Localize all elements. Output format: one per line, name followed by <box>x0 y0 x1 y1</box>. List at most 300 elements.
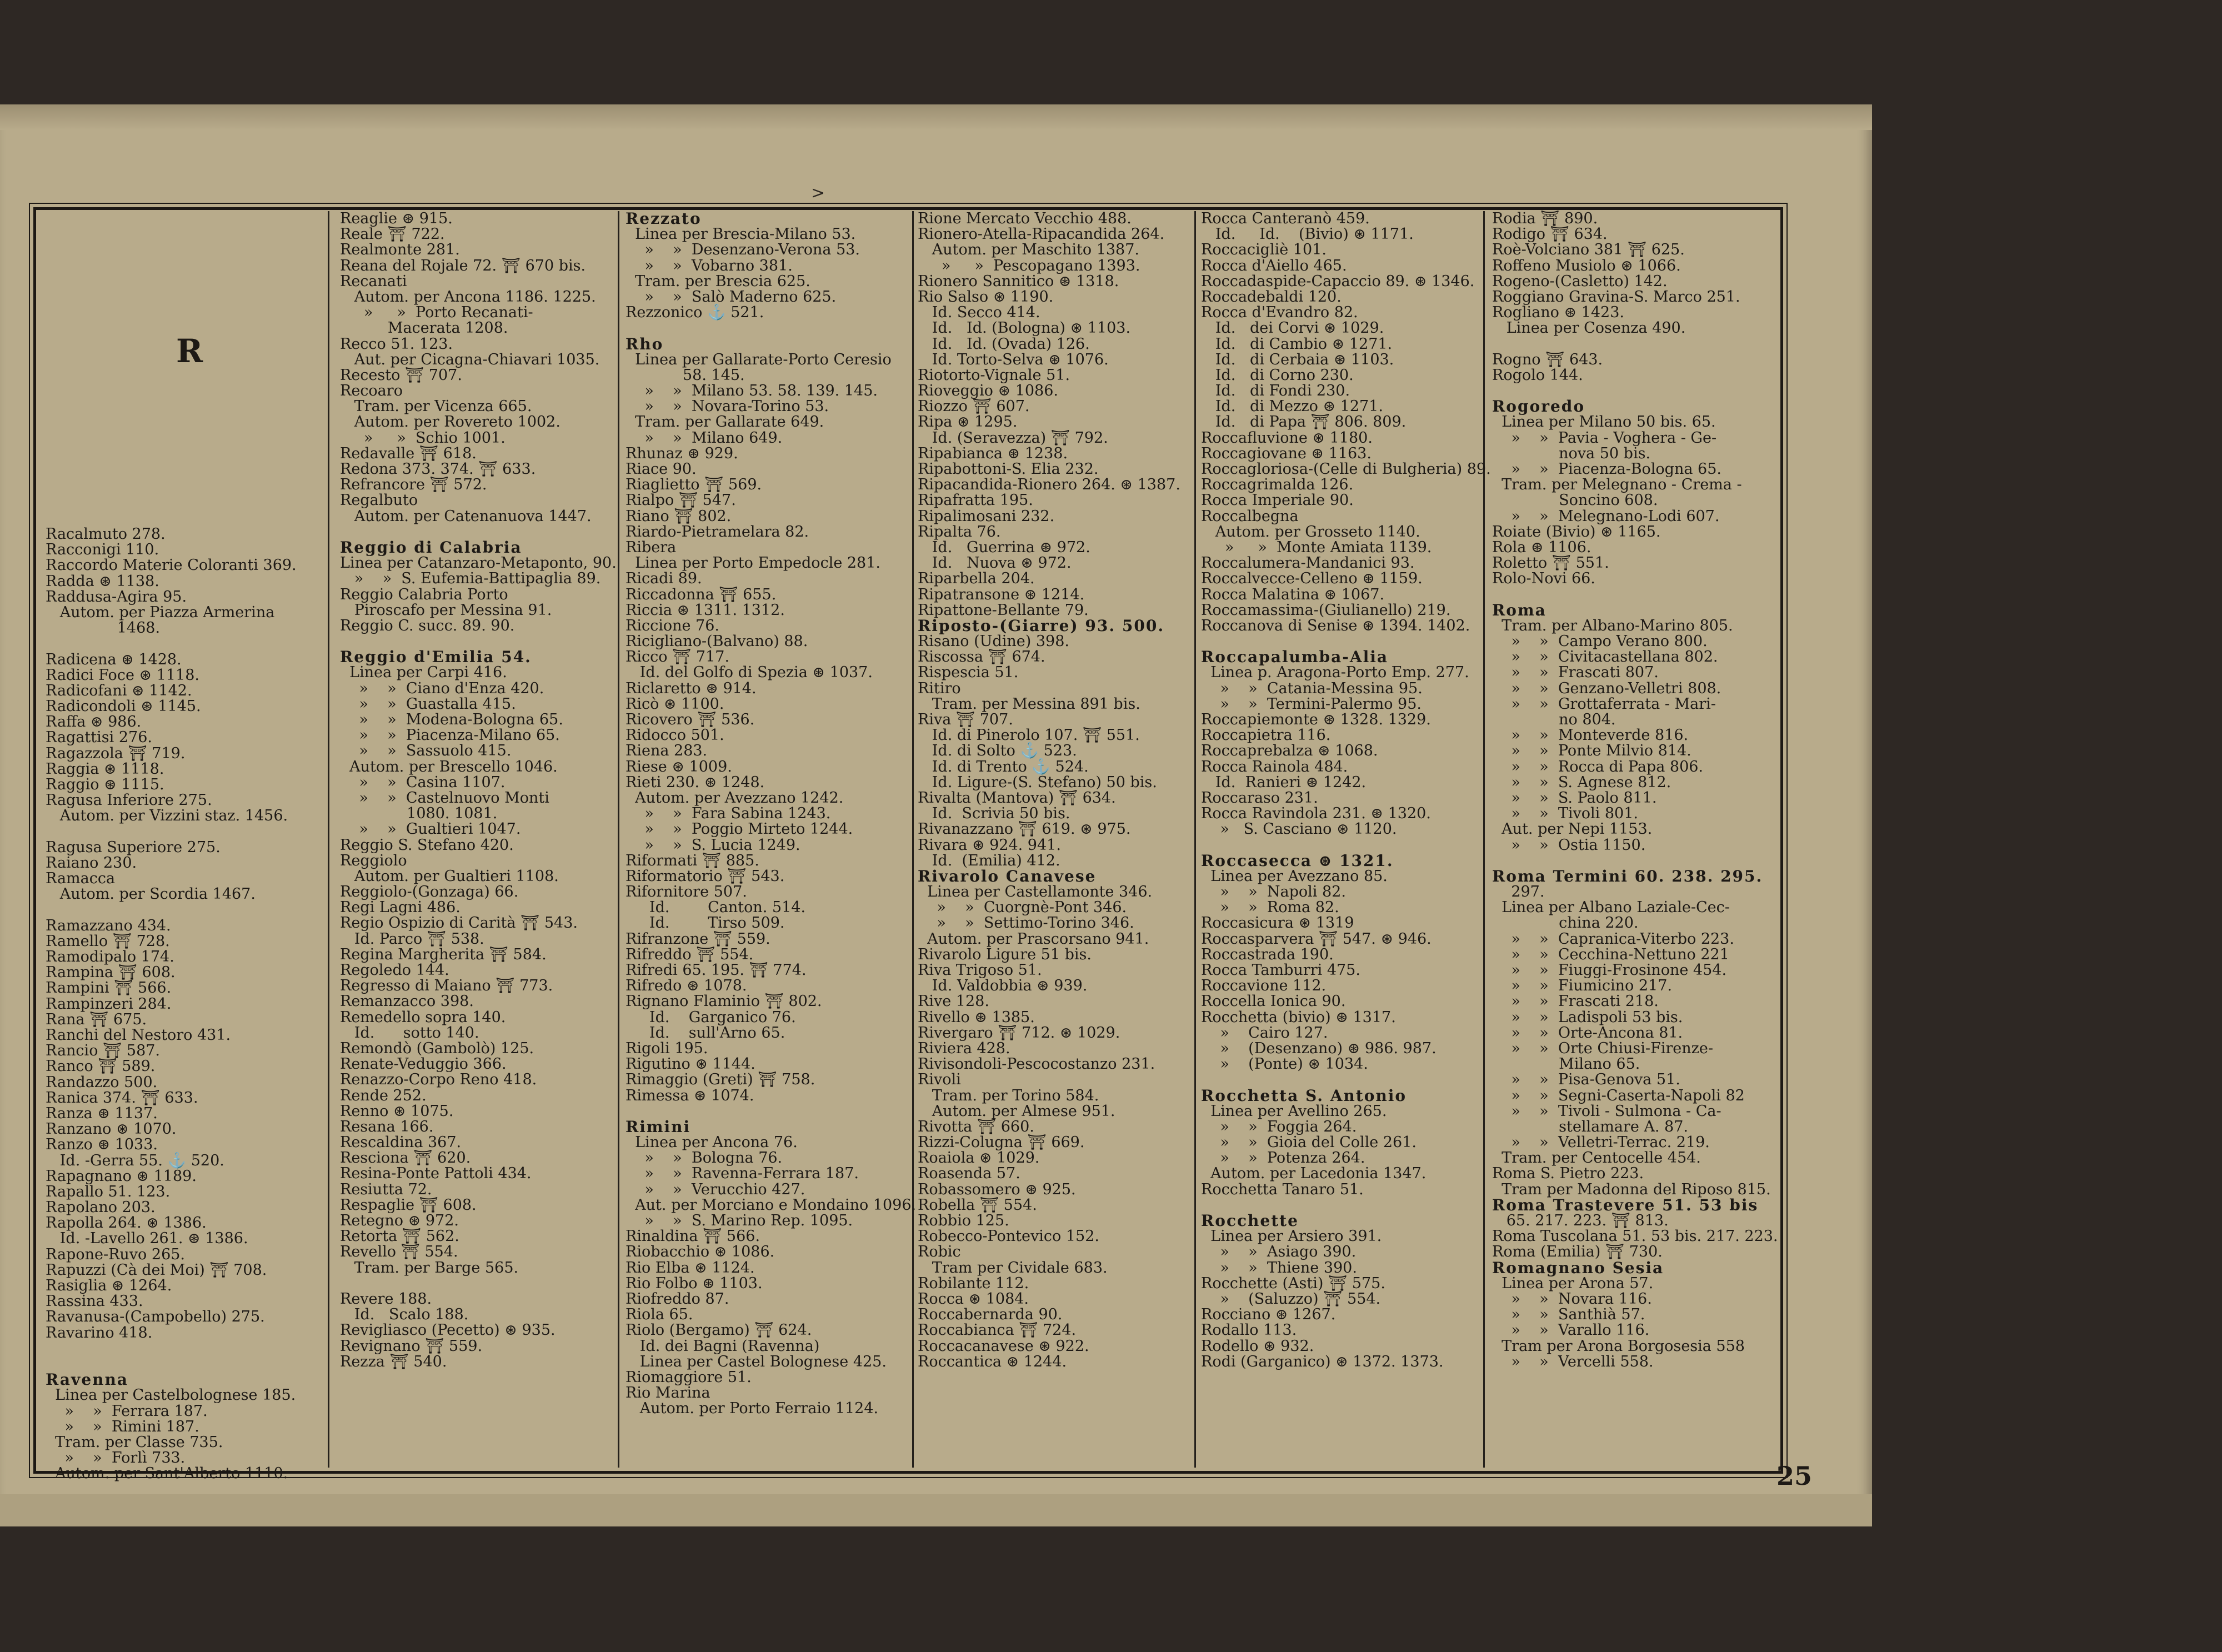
index-entry: 297. <box>1492 883 1545 901</box>
index-entry: » » Fiuggi-Frosinone 454. <box>1492 962 1727 979</box>
index-entry: Riace 90. <box>625 460 697 478</box>
index-entry: Reggio C. succ. 89. 90. <box>340 617 515 634</box>
index-entry: Linea per Castel Bolognese 425. <box>625 1353 887 1370</box>
index-entry: Linea per Gallarate-Porto Ceresio <box>625 351 892 368</box>
index-entry: » » Foggia 264. <box>1201 1118 1357 1135</box>
entry-heading: Rho <box>625 334 664 353</box>
index-entry: Radicofani ⊛ 1142. <box>46 682 192 699</box>
index-entry: Regoledo 144. <box>340 962 449 979</box>
index-entry: Rigutino ⊛ 1144. <box>625 1055 755 1073</box>
column-divider <box>1483 211 1485 1468</box>
index-entry: » » Vercelli 558. <box>1492 1353 1654 1370</box>
index-entry: Reggiolo <box>340 852 407 869</box>
index-entry: Riozzo ⛩ 607. <box>918 398 1030 415</box>
index-entry: » » Genzano-Velletri 808. <box>1492 679 1721 697</box>
index-entry: Rapuzzi (Cà dei Moi) ⛩ 708. <box>46 1261 267 1279</box>
index-entry: Ragattisi 276. <box>46 729 152 747</box>
index-entry: Reaglie ⊛ 915. <box>340 210 453 227</box>
index-entry: » » Casina 1107. <box>340 773 506 791</box>
index-entry: Regio Ospizio di Carità ⛩ 543. <box>340 914 578 932</box>
index-entry: Autom. per Almese 951. <box>918 1102 1115 1120</box>
index-entry: Rogeno-(Casletto) 142. <box>1492 272 1668 290</box>
entry-heading: Roccasecca ⊛ 1321. <box>1201 851 1394 870</box>
index-entry: Roccagrimalda 126. <box>1201 476 1354 494</box>
index-entry: Linea per Brescia-Milano 53. <box>625 226 856 243</box>
index-entry: Tram. per Classe 735. <box>46 1433 223 1451</box>
index-entry: Recoaro <box>340 382 403 400</box>
index-entry: Rodigo ⛩ 634. <box>1492 226 1608 243</box>
index-entry: Roccapietra 116. <box>1201 727 1331 744</box>
index-entry: Reggio S. Stefano 420. <box>340 836 514 854</box>
index-entry: » » Potenza 264. <box>1201 1149 1365 1167</box>
index-entry: » » Segni-Caserta-Napoli 82 <box>1492 1087 1745 1104</box>
index-entry: Revello ⛩ 554. <box>340 1243 458 1261</box>
index-entry: Refrancore ⛩ 572. <box>340 476 487 494</box>
index-entry: Rispescia 51. <box>918 664 1019 682</box>
index-entry: Rive 128. <box>918 993 989 1010</box>
index-entry: Riccia ⊛ 1311. 1312. <box>625 601 785 619</box>
index-entry: Ripalimosani 232. <box>918 507 1055 525</box>
index-entry: Rancio ⛩ 587. <box>46 1042 161 1060</box>
index-entry: Autom. per Grosseto 1140. <box>1201 523 1420 540</box>
index-entry: » » Cecchina-Nettuno 221 <box>1492 945 1729 963</box>
entry-heading: Rivarolo Canavese <box>918 867 1097 885</box>
index-entry: Roiate (Bivio) ⊛ 1165. <box>1492 523 1661 540</box>
index-entry: Roggiano Gravina-S. Marco 251. <box>1492 288 1740 306</box>
index-entry: Rio Elba ⊛ 1124. <box>625 1259 755 1276</box>
index-entry: Rocca Canteranò 459. <box>1201 210 1370 227</box>
index-entry: Roccaraso 231. <box>1201 789 1318 807</box>
index-entry: Rodallo 113. <box>1201 1321 1297 1339</box>
index-entry: Rola ⊛ 1106. <box>1492 538 1592 556</box>
index-entry: » » Pavia - Voghera - Ge- <box>1492 429 1717 447</box>
index-entry: Rieti 230. ⊛ 1248. <box>625 773 765 791</box>
index-entry: Respaglie ⛩ 608. <box>340 1196 477 1214</box>
index-entry: no 804. <box>1492 711 1616 728</box>
entry-heading: Roma Termini 60. 238. 295. <box>1492 867 1763 885</box>
index-entry: » (Ponte) ⊛ 1034. <box>1201 1055 1368 1073</box>
index-entry: Id. Id. (Bivio) ⊛ 1171. <box>1201 226 1414 243</box>
index-entry: Rignano Flaminio ⛩ 802. <box>625 993 822 1010</box>
index-entry: Id. di Cerbaia ⊛ 1103. <box>1201 351 1394 368</box>
index-entry: » » Asiago 390. <box>1201 1243 1357 1261</box>
index-entry: Riviera 428. <box>918 1039 1010 1057</box>
entry-heading: Riposto-(Giarre) 93. 500. <box>918 616 1165 635</box>
index-entry: Id. Tirso 509. <box>625 914 785 932</box>
index-entry: » » S. Marino Rep. 1095. <box>625 1212 853 1229</box>
index-entry: Regalbuto <box>340 492 418 509</box>
index-entry: Recanati <box>340 272 407 290</box>
index-entry: Rocca Imperiale 90. <box>1201 492 1354 509</box>
index-entry: Rocca Rainola 484. <box>1201 758 1348 775</box>
index-entry: Robilante 112. <box>918 1274 1029 1292</box>
index-entry: Linea per Castellamonte 346. <box>918 883 1153 901</box>
index-entry: » » Novara 116. <box>1492 1290 1652 1308</box>
index-entry: » » Salò Maderno 625. <box>625 288 837 306</box>
entry-heading: Ravenna <box>46 1370 128 1389</box>
entry-heading: Rezzato <box>625 209 702 228</box>
column-divider <box>1194 211 1196 1468</box>
index-entry: Autom. per Prascorsano 941. <box>918 930 1149 948</box>
index-entry: Riobacchio ⊛ 1086. <box>625 1243 775 1261</box>
index-entry: Riolo (Bergamo) ⛩ 624. <box>625 1321 812 1339</box>
entry-heading: Rogoredo <box>1492 397 1585 416</box>
index-entry: » » Gualtieri 1047. <box>340 820 521 838</box>
index-entry: Roma S. Pietro 223. <box>1492 1165 1644 1183</box>
index-entry: Riformati ⛩ 885. <box>625 852 759 869</box>
index-entry: Riparbella 204. <box>918 570 1035 588</box>
index-entry <box>46 1341 324 1356</box>
index-entry: Tram per Arona Borgosesia 558 <box>1492 1337 1745 1355</box>
page-edge <box>0 104 1872 130</box>
index-entry: Ricovero ⛩ 536. <box>625 711 755 728</box>
column-divider <box>618 211 619 1468</box>
index-entry: Ranchi del Nestoro 431. <box>46 1027 231 1044</box>
index-entry: Id. Canton. 514. <box>625 899 806 917</box>
index-entry: » » Ferrara 187. <box>46 1402 208 1420</box>
index-entry: Roccasicura ⊛ 1319 <box>1201 914 1354 932</box>
index-entry <box>46 491 324 527</box>
index-entry: Ranzano ⊛ 1070. <box>46 1120 177 1138</box>
index-entry: Roccantica ⊛ 1244. <box>918 1353 1067 1370</box>
index-entry: Revere 188. <box>340 1290 432 1308</box>
index-entry: » » Rocca di Papa 806. <box>1492 758 1704 775</box>
index-entry <box>46 211 324 247</box>
index-entry: Raddusa-Agira 95. <box>46 588 187 605</box>
index-entry: Tram per Cividale 683. <box>918 1259 1108 1276</box>
index-entry: Linea per Porto Empedocle 281. <box>625 554 880 572</box>
index-entry: Rocca Tamburri 475. <box>1201 962 1360 979</box>
index-entry: Rione Mercato Vecchio 488. <box>918 210 1132 227</box>
index-entry: Renate-Veduggio 366. <box>340 1055 507 1073</box>
index-entry: Autom. per Rovereto 1002. <box>340 413 560 431</box>
index-entry: Rampini ⛩ 566. <box>46 979 172 997</box>
index-entry: Ragazzola ⛩ 719. <box>46 744 186 762</box>
index-entry: Radda ⊛ 1138. <box>46 572 159 590</box>
index-entry: Roccaprebalza ⊛ 1068. <box>1201 742 1378 760</box>
index-entry: » » Ravenna-Ferrara 187. <box>625 1165 859 1183</box>
index-entry: » » Ladispoli 53 bis. <box>1492 1008 1683 1026</box>
index-entry: Rescaldina 367. <box>340 1134 462 1152</box>
index-entry: » » Napoli 82. <box>1201 883 1346 901</box>
index-entry: » » Orte-Ancona 81. <box>1492 1024 1683 1042</box>
index-entry: » » Rimini 187. <box>46 1418 199 1435</box>
index-entry: Rapolano 203. <box>46 1199 156 1217</box>
index-entry: Rende 252. <box>340 1087 427 1104</box>
index-entry: Roccacigliè 101. <box>1201 241 1327 259</box>
index-entry: Riomaggiore 51. <box>625 1368 752 1386</box>
index-entry: Rivalta (Mantova) ⛩ 634. <box>918 789 1116 807</box>
index-entry: Id. Nuova ⊛ 972. <box>918 554 1072 572</box>
index-entry: Rhunaz ⊛ 929. <box>625 444 738 462</box>
index-entry: Rocchetta (bivio) ⊛ 1317. <box>1201 1008 1396 1026</box>
index-entry: Rodi (Garganico) ⊛ 1372. 1373. <box>1201 1353 1444 1370</box>
index-entry <box>340 1276 615 1291</box>
index-entry: Roccastrada 190. <box>1201 945 1334 963</box>
index-entry: Linea per Avellino 265. <box>1201 1102 1387 1120</box>
index-entry: Rocca d'Aiello 465. <box>1201 257 1347 274</box>
index-entry: Ranco ⛩ 589. <box>46 1058 156 1075</box>
index-entry: Milano 65. <box>1492 1055 1640 1073</box>
index-entry: Rizzi-Colugna ⛩ 669. <box>918 1134 1085 1152</box>
index-entry: » » Piacenza-Milano 65. <box>340 727 560 744</box>
index-entry: Tram. per Centocelle 454. <box>1492 1149 1701 1167</box>
index-entry: Rogliano ⊛ 1423. <box>1492 304 1624 322</box>
index-entry: Rocca Ravindola 231. ⊛ 1320. <box>1201 805 1431 823</box>
index-entry: Aut. per Cicagna-Chiavari 1035. <box>340 351 600 368</box>
index-entry: Regi Lagni 486. <box>340 899 461 917</box>
index-entry: Regresso di Maiano ⛩ 773. <box>340 977 553 995</box>
index-entry: Robella ⛩ 554. <box>918 1196 1037 1214</box>
index-entry: » » Velletri-Terrac. 219. <box>1492 1134 1710 1152</box>
index-entry: Roccalumera-Mandanici 93. <box>1201 554 1415 572</box>
index-entry: stellamare A. 87. <box>1492 1118 1688 1135</box>
index-entry <box>340 524 615 540</box>
index-entry: Rocciano ⊛ 1267. <box>1201 1306 1336 1324</box>
index-entry: Roma (Emilia) ⛩ 730. <box>1492 1243 1663 1261</box>
index-entry: Roffeno Musiolo ⊛ 1066. <box>1492 257 1681 274</box>
index-entry: Id. del Golfo di Spezia ⊛ 1037. <box>625 664 873 682</box>
index-entry: » (Saluzzo) ⛩ 554. <box>1201 1290 1381 1308</box>
index-entry: Ravanusa-(Campobello) 275. <box>46 1308 265 1326</box>
index-entry: 65. 217. 223. ⛩ 813. <box>1492 1212 1669 1229</box>
index-entry: Linea per Catanzaro-Metaponto, 90. <box>340 554 617 572</box>
index-entry: Autom. per Vizzini staz. 1456. <box>46 807 288 825</box>
index-entry: 1468. <box>46 619 161 637</box>
index-entry: Recco 51. 123. <box>340 335 453 353</box>
index-entry: » S. Casciano ⊛ 1120. <box>1201 820 1397 838</box>
index-entry: Roccagiovane ⊛ 1163. <box>1201 444 1372 462</box>
index-entry: Riformatorio ⛩ 543. <box>625 867 785 885</box>
index-entry: Roletto ⛩ 551. <box>1492 554 1609 572</box>
index-entry: Ricco ⛩ 717. <box>625 648 730 666</box>
index-entry: » » Vobarno 381. <box>625 257 793 274</box>
index-entry: » » S. Agnese 812. <box>1492 773 1671 791</box>
index-entry: Linea per Milano 50 bis. 65. <box>1492 413 1716 431</box>
index-entry: » » Desenzano-Verona 53. <box>625 241 860 259</box>
index-entry: » » Settimo-Torino 346. <box>918 914 1134 932</box>
index-entry: Randazzo 500. <box>46 1073 158 1091</box>
index-entry: » » Verucchio 427. <box>625 1180 805 1198</box>
index-entry: Renno ⊛ 1075. <box>340 1102 454 1120</box>
index-entry <box>340 634 615 649</box>
index-entry: Roccadebaldi 120. <box>1201 288 1342 306</box>
index-entry <box>1201 838 1481 853</box>
index-entry: Id. Id. (Bologna) ⊛ 1103. <box>918 319 1131 337</box>
index-entry: Id. Scrivia 50 bis. <box>918 805 1070 823</box>
index-entry <box>1492 383 1766 399</box>
index-entry: Rapolla 264. ⊛ 1386. <box>46 1214 207 1232</box>
index-entry: Revigliasco (Pecetto) ⊛ 935. <box>340 1321 556 1339</box>
index-entry: Redavalle ⛩ 618. <box>340 444 477 462</box>
index-entry: Retorta ⛩ 562. <box>340 1228 459 1245</box>
index-column-6 <box>1492 210 1778 1466</box>
index-entry: Rivanazzano ⛩ 619. ⊛ 975. <box>918 820 1131 838</box>
index-entry: » » Gioia del Colle 261. <box>1201 1134 1417 1152</box>
index-entry: Raggia ⊛ 1118. <box>46 760 164 778</box>
index-entry: Raffa ⊛ 986. <box>46 713 142 731</box>
index-entry: Aut. per Nepi 1153. <box>1492 820 1653 838</box>
index-entry: » » Piacenza-Bologna 65. <box>1492 460 1721 478</box>
index-entry <box>46 247 324 282</box>
index-entry: Id. dei Bagni (Ravenna) <box>625 1337 820 1355</box>
index-entry: Rivergaro ⛩ 712. ⊛ 1029. <box>918 1024 1120 1042</box>
index-entry: Rocca ⊛ 1084. <box>918 1290 1029 1308</box>
index-entry: » » Tivoli 801. <box>1492 805 1638 823</box>
index-entry: Id. Valdobbia ⊛ 939. <box>918 977 1088 995</box>
index-entry: Rampina ⛩ 608. <box>46 964 176 982</box>
index-entry: Roccamassima-(Giulianello) 219. <box>1201 601 1451 619</box>
index-entry: Id. di Trento ⚓ 524. <box>918 758 1089 775</box>
index-entry: Riena 283. <box>625 742 708 760</box>
index-entry: » » Campo Verano 800. <box>1492 633 1708 650</box>
index-entry: Id. Parco ⛩ 538. <box>340 930 484 948</box>
index-column-5 <box>1201 210 1491 1466</box>
index-entry: Ricò ⊛ 1100. <box>625 695 724 713</box>
index-entry: Ragusa Superiore 275. <box>46 838 221 856</box>
index-entry: Ritiro <box>918 679 961 697</box>
index-entry: Ravarino 418. <box>46 1324 153 1341</box>
index-entry: Robic <box>918 1243 961 1261</box>
index-entry: Riccadonna ⛩ 655. <box>625 585 777 603</box>
index-entry: » » Pescopagano 1393. <box>918 257 1140 274</box>
index-entry: Remedello sopra 140. <box>340 1008 506 1026</box>
index-entry: Rivarolo Ligure 51 bis. <box>918 945 1092 963</box>
index-entry: Rivoli <box>918 1071 961 1089</box>
index-entry: Racconigi 110. <box>46 541 159 559</box>
index-entry: » » Cuorgnè-Pont 346. <box>918 899 1127 917</box>
index-entry: Resina-Ponte Pattoli 434. <box>340 1165 532 1183</box>
index-entry: Ripatransone ⊛ 1214. <box>918 585 1085 603</box>
index-column-1 <box>46 211 324 1483</box>
index-entry: Risano (Udine) 398. <box>918 633 1069 650</box>
index-entry: Rionero-Atella-Ripacandida 264. <box>918 226 1165 243</box>
index-entry: Reggiolo-(Gonzaga) 66. <box>340 883 519 901</box>
index-entry: Rigoli 195. <box>625 1039 708 1057</box>
index-entry: Rio Folbo ⊛ 1103. <box>625 1274 763 1292</box>
index-entry: Rapagnano ⊛ 1189. <box>46 1167 197 1185</box>
index-entry: Roccella Ionica 90. <box>1201 993 1346 1010</box>
index-entry: Ripa ⊛ 1295. <box>918 413 1018 431</box>
index-entry: Rivotta ⛩ 660. <box>918 1118 1034 1135</box>
index-entry: Riotorto-Vignale 51. <box>918 366 1070 384</box>
index-entry <box>46 455 324 491</box>
index-entry: Rocchetta Tanaro 51. <box>1201 1180 1364 1198</box>
index-entry: Autom. per Sant'Alberto 1110. <box>46 1465 288 1483</box>
index-entry: Robassomero ⊛ 925. <box>918 1180 1076 1198</box>
index-entry: Linea per Albano Laziale-Cec- <box>1492 899 1730 917</box>
entry-heading: R <box>176 332 203 370</box>
index-entry: Reggio Calabria Porto <box>340 585 508 603</box>
index-entry: Riese ⊛ 1009. <box>625 758 732 775</box>
index-entry: » » Forlì 733. <box>46 1449 186 1467</box>
index-entry: » » Monteverde 816. <box>1492 727 1689 744</box>
index-entry: Rimessa ⊛ 1074. <box>625 1087 754 1104</box>
index-entry <box>1201 1198 1481 1213</box>
index-entry: Robecco-Pontevico 152. <box>918 1228 1099 1245</box>
index-entry: Regina Margherita ⛩ 584. <box>340 945 547 963</box>
index-entry: Roccafluvione ⊛ 1180. <box>1201 429 1373 447</box>
index-entry: Ripabottoni-S. Elia 232. <box>918 460 1099 478</box>
index-entry <box>1492 853 1766 869</box>
index-entry: Autom. per Brescello 1046. <box>340 758 558 775</box>
index-entry: Id. Scalo 188. <box>340 1306 469 1324</box>
index-entry: » » Monte Amiata 1139. <box>1201 538 1432 556</box>
index-entry: Roè-Volciano 381 ⛩ 625. <box>1492 241 1685 259</box>
index-entry: Realmonte 281. <box>340 241 460 259</box>
index-entry: » » Tivoli - Sulmona - Ca- <box>1492 1102 1721 1120</box>
index-entry: china 220. <box>1492 914 1639 932</box>
index-entry <box>1201 1072 1481 1088</box>
entry-heading: Romagnano Sesia <box>1492 1258 1664 1277</box>
index-entry: Ramazzano 434. <box>46 917 171 934</box>
index-entry: Ranza ⊛ 1137. <box>46 1104 158 1122</box>
index-entry: Ricadi 89. <box>625 570 702 588</box>
index-entry: Ramacca <box>46 870 116 888</box>
index-entry: Rodia ⛩ 890. <box>1492 210 1598 227</box>
index-entry: » » S. Lucia 1249. <box>625 836 800 854</box>
index-entry: Rezza ⛩ 540. <box>340 1353 447 1370</box>
index-entry: Resciona ⛩ 620. <box>340 1149 471 1167</box>
index-entry: Id. di Papa ⛩ 806. 809. <box>1201 413 1407 431</box>
index-entry: Linea per Arsiero 391. <box>1201 1228 1382 1245</box>
index-entry: Rionero Sannitico ⊛ 1318. <box>918 272 1119 290</box>
index-column-4 <box>918 211 1192 1466</box>
index-entry: Riccione 76. <box>625 617 719 634</box>
index-entry: Rioveggio ⊛ 1086. <box>918 382 1058 400</box>
index-entry: » » Frascati 218. <box>1492 993 1659 1010</box>
index-entry: Roccasparvera ⛩ 547. ⊛ 946. <box>1201 930 1432 948</box>
index-entry: Riscossa ⛩ 674. <box>918 648 1045 666</box>
index-entry: » Cairo 127. <box>1201 1024 1328 1042</box>
index-entry: Raccordo Materie Coloranti 369. <box>46 557 297 574</box>
index-entry: » » Poggio Mirteto 1244. <box>625 820 853 838</box>
index-entry: Roccapiemonte ⊛ 1328. 1329. <box>1201 711 1431 728</box>
index-entry: » » Fara Sabina 1243. <box>625 805 831 823</box>
index-entry <box>46 1356 324 1372</box>
index-entry: Roasenda 57. <box>918 1165 1020 1183</box>
index-entry <box>625 1104 910 1119</box>
index-entry: Tram. per Messina 891 bis. <box>918 695 1140 713</box>
index-entry: Id. di Cambio ⊛ 1271. <box>1201 335 1393 353</box>
index-entry: Rocca Malatina ⊛ 1067. <box>1201 585 1385 603</box>
entry-heading: Roccapalumba-Alia <box>1201 648 1389 667</box>
index-entry: Rapone-Ruvo 265. <box>46 1245 186 1263</box>
index-entry <box>625 321 910 336</box>
column-divider <box>912 211 914 1468</box>
index-column-3 <box>625 209 917 1466</box>
index-entry: Robbio 125. <box>918 1212 1009 1229</box>
index-entry: Id. dei Corvi ⊛ 1029. <box>1201 319 1384 337</box>
index-entry: Ripacandida-Rionero 264. ⊛ 1387. <box>918 476 1180 494</box>
index-entry: Roccavione 112. <box>1201 977 1327 995</box>
index-entry: Autom. per Scordia 1467. <box>46 885 256 903</box>
index-entry: Ramello ⛩ 728. <box>46 932 170 950</box>
index-entry: Roccabianca ⛩ 724. <box>918 1321 1077 1339</box>
index-entry: Ramodipalo 174. <box>46 948 174 966</box>
index-entry: » » Novara-Torino 53. <box>625 398 829 415</box>
index-entry: Autom. per Lacedonia 1347. <box>1201 1165 1427 1183</box>
index-entry: Linea per Arona 57. <box>1492 1274 1654 1292</box>
index-entry: » » Ciano d'Enza 420. <box>340 679 544 697</box>
index-entry: Roccagloriosa-(Celle di Bulgheria) 89. <box>1201 460 1491 478</box>
index-entry: Tram. per Melegnano - Crema - <box>1492 476 1742 494</box>
page-bottom-margin <box>0 1494 1872 1526</box>
index-entry: Riclaretto ⊛ 914. <box>625 679 757 697</box>
index-entry: Roccadaspide-Capaccio 89. ⊛ 1346. <box>1201 272 1475 290</box>
index-entry: Id. Ranieri ⊛ 1242. <box>1201 773 1367 791</box>
index-entry: Linea per Ancona 76. <box>625 1134 798 1152</box>
